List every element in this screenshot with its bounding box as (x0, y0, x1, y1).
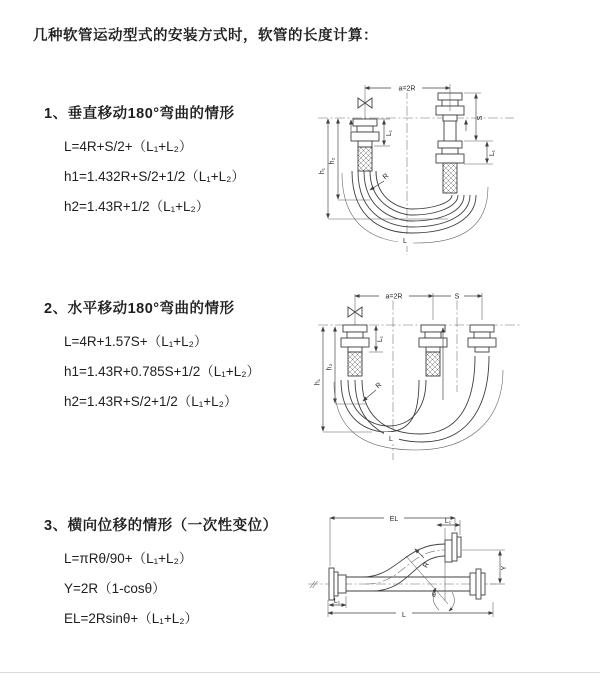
dim-label-l1-bottom: L₁ (333, 598, 341, 605)
formula-line: L=4R+S/2+（L₁+L₂） (64, 139, 193, 154)
hose-end-right (468, 325, 496, 352)
formula-line: L=4R+1.57S+（L₁+L₂） (64, 334, 208, 349)
valve-icon (348, 294, 362, 326)
flange-left (329, 568, 346, 600)
flange-right (470, 569, 485, 599)
dim-label-el: EL (389, 516, 399, 523)
dim-label-l1-left: L₁ (386, 129, 393, 137)
dimension-lines (319, 84, 496, 247)
formula-line: h1=1.43R+0.785S+1/2（L₁+L₂） (64, 364, 260, 379)
page-title: 几种软管运动型式的安装方式时，软管的长度计算： (33, 28, 378, 44)
dim-label-r: R (381, 172, 391, 182)
dim-label-theta: θ (432, 592, 436, 599)
hose-end-left (351, 119, 379, 171)
formula-line: L=πRθ/90+（L₁+L₂） (64, 551, 193, 566)
dim-label-l1-right: L₁ (489, 149, 496, 157)
dim-label-l1: L₁ (377, 335, 384, 343)
dim-label-s: S (477, 115, 484, 121)
dim-label-y: Y (501, 565, 508, 571)
formula-list (64, 544, 278, 634)
formula-line: h2=1.43R+S/2+1/2（L₁+L₂） (64, 394, 238, 409)
flange-upper (445, 533, 461, 562)
dim-label-r: R (422, 561, 431, 570)
dim-label-r: R (374, 381, 384, 391)
dim-label-s: S (454, 293, 460, 301)
dim-label-h2: h₂ (326, 363, 334, 371)
formula-line: h1=1.432R+S/2+1/2（L₁+L₂） (64, 169, 245, 184)
dim-label-l1-top: L₁ (444, 518, 452, 525)
hose-end-left (341, 325, 369, 376)
dim-label-span: a=2R (398, 85, 416, 93)
dim-label-l: L (402, 612, 406, 619)
section-heading: 3、横向位移的情形（一次性变位） (44, 518, 278, 534)
dim-label-span: a=2R (385, 293, 403, 301)
section-heading: 2、水平移动180°弯曲的情形 (44, 301, 235, 317)
section-horizontal-move (44, 297, 260, 417)
section-heading: 1、垂直移动180°弯曲的情形 (44, 106, 235, 122)
centerline-break-mark (310, 581, 318, 588)
formula-line: EL=2Rsinθ+（L₁+L₂） (64, 611, 198, 626)
dim-label-h1: h₁ (314, 378, 322, 386)
centerlines (318, 89, 514, 255)
formula-list (64, 327, 260, 417)
page-bottom-rule (0, 672, 600, 673)
dim-label-h2: h₂ (329, 157, 336, 165)
dimension-lines (328, 513, 508, 619)
formula-list (64, 132, 245, 222)
valve-icon (358, 85, 372, 119)
diagram-vertical-180-bend (306, 73, 590, 261)
section-lateral-displacement (44, 514, 278, 634)
formula-line: Y=2R（1-cosθ） (64, 581, 166, 596)
diagram-lateral-displacement (300, 504, 600, 656)
hose-curves (341, 356, 489, 442)
diagram-horizontal-180-bend (310, 282, 600, 466)
dim-label-l: L (403, 238, 407, 245)
section-vertical-move (44, 102, 245, 222)
centerlines (318, 300, 522, 460)
dim-label-l: L (389, 436, 393, 443)
formula-line: h2=1.43R+1/2（L₁+L₂） (64, 199, 210, 214)
dim-label-h1: h₁ (319, 167, 326, 175)
